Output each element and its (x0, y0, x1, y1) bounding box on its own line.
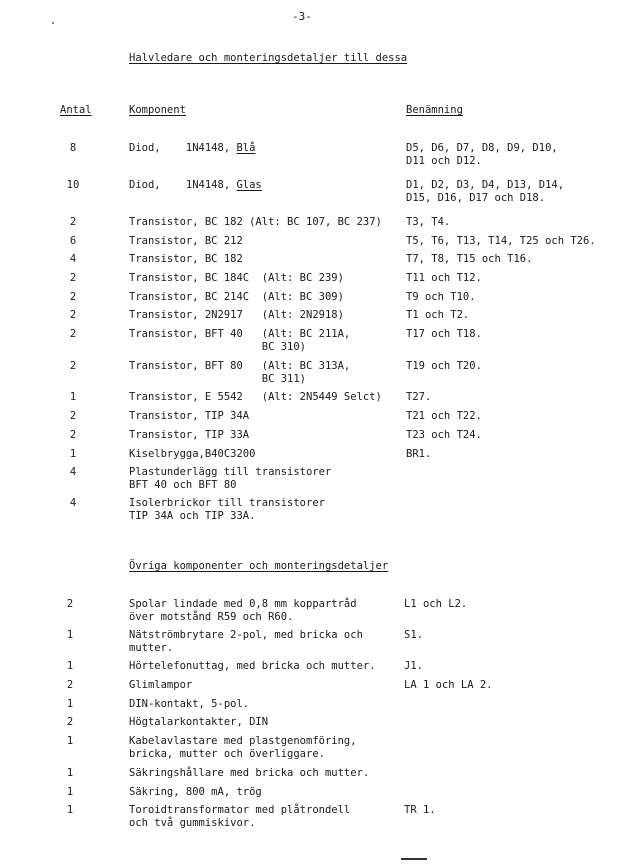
section2-title: Övriga komponenter och monteringsdetaljer (129, 560, 389, 572)
s1-row-qty: 2 (69, 216, 77, 228)
s2-row-component: Nätströmbrytare 2-pol, med bricka och mutter. (129, 629, 363, 654)
s1-row-qty: 2 (69, 309, 77, 321)
s1-row-qty: 8 (69, 142, 77, 154)
s1-row-component: Diod, 1N4148, Glas (129, 179, 262, 191)
s1-row-name: T27. (406, 391, 432, 403)
s2-row-qty: 1 (66, 804, 74, 816)
s1-row-component: Transistor, BC 182 (Alt: BC 107, BC 237) (129, 216, 382, 228)
s1-row-qty: 1 (69, 391, 77, 403)
s2-row-component: Säkringshållare med bricka och mutter. (129, 767, 370, 779)
header-name: Benämning (406, 104, 463, 116)
s2-row-component: Högtalarkontakter, DIN (129, 716, 269, 728)
s2-row-qty: 1 (66, 786, 74, 798)
s2-row-component: Glimlampor (129, 679, 193, 691)
s1-row-name: T17 och T18. (406, 328, 482, 340)
s1-row-name: T1 och T2. (406, 309, 470, 321)
s1-row-qty: 2 (69, 360, 77, 372)
section1-title: Halvledare och monteringsdetaljer till dessa (129, 52, 408, 64)
s2-row-qty: 1 (66, 735, 74, 747)
s1-row-name: BR1. (406, 448, 432, 460)
s1-row-component: Transistor, TIP 33A (129, 429, 250, 441)
s2-row-component: Säkring, 800 mA, trög (129, 786, 262, 798)
s1-row-component: Transistor, BC 182 (129, 253, 243, 265)
s2-row-name: LA 1 och LA 2. (404, 679, 493, 691)
s2-row-component: DIN-kontakt, 5-pol. (129, 698, 250, 710)
s1-row-component: Transistor, BC 214C (Alt: BC 309) (129, 291, 344, 303)
s1-row-qty: 1 (69, 448, 77, 460)
s1-row-component: Transistor, BFT 80 (Alt: BC 313A, BC 311) (129, 360, 351, 385)
s1-row-component: Transistor, TIP 34A (129, 410, 250, 422)
s1-row-qty: 2 (69, 272, 77, 284)
s1-row-qty: 4 (69, 253, 77, 265)
s1-row-qty: 10 (66, 179, 80, 191)
speck-mark (52, 22, 54, 24)
s2-row-name: J1. (404, 660, 423, 672)
s2-row-qty: 1 (66, 698, 74, 710)
s2-row-component: Hörtelefonuttag, med bricka och mutter. (129, 660, 376, 672)
s1-row-name: T3, T4. (406, 216, 451, 228)
s1-row-qty: 4 (69, 497, 77, 509)
s1-row-name: T9 och T10. (406, 291, 476, 303)
s1-row-qty: 2 (69, 410, 77, 422)
s2-row-qty: 2 (66, 679, 74, 691)
s1-row-name: T19 och T20. (406, 360, 482, 372)
s2-row-component: Kabelavlastare med plastgenomföring, bricka, mutter och överliggare. (129, 735, 357, 760)
s1-row-name: T7, T8, T15 och T16. (406, 253, 533, 265)
s1-row-name: T5, T6, T13, T14, T25 och T26. (406, 235, 596, 247)
s1-row-name: D1, D2, D3, D4, D13, D14, D15, D16, D17 och D18. (406, 179, 565, 204)
s2-row-qty: 2 (66, 598, 74, 610)
s1-row-name: T21 och T22. (406, 410, 482, 422)
s1-row-component: Plastunderlägg till transistorer BFT 40 och BFT 80 (129, 466, 332, 491)
s2-row-component: Spolar lindade med 0,8 mm koppartråd över motstånd R59 och R60. (129, 598, 357, 623)
s1-row-component: Isolerbrickor till transistorer TIP 34A och TIP 33A. (129, 497, 325, 522)
s2-row-qty: 1 (66, 767, 74, 779)
header-qty: Antal (60, 104, 92, 116)
s2-row-name: TR 1. (404, 804, 436, 816)
s1-row-component: Transistor, BC 212 (129, 235, 243, 247)
s1-row-component: Diod, 1N4148, Blå (129, 142, 256, 154)
s1-row-qty: 6 (69, 235, 77, 247)
s1-row-component: Kiselbrygga,B40C3200 (129, 448, 256, 460)
header-component: Komponent (129, 104, 186, 116)
s1-row-qty: 2 (69, 328, 77, 340)
s2-row-component: Toroidtransformator med plåtrondell och två gummiskivor. (129, 804, 351, 829)
s1-row-component: Transistor, E 5542 (Alt: 2N5449 Selct) (129, 391, 382, 403)
s2-row-qty: 1 (66, 660, 74, 672)
page-number: -3- (292, 10, 312, 23)
s1-row-component: Transistor, 2N2917 (Alt: 2N2918) (129, 309, 344, 321)
s2-row-qty: 1 (66, 629, 74, 641)
s1-row-qty: 2 (69, 429, 77, 441)
s1-row-name: T23 och T24. (406, 429, 482, 441)
s2-row-name: L1 och L2. (404, 598, 468, 610)
s2-row-qty: 2 (66, 716, 74, 728)
s1-row-qty: 2 (69, 291, 77, 303)
s1-row-qty: 4 (69, 466, 77, 478)
s2-row-name: S1. (404, 629, 423, 641)
s1-row-name: D5, D6, D7, D8, D9, D10, D11 och D12. (406, 142, 558, 167)
s1-row-component: Transistor, BC 184C (Alt: BC 239) (129, 272, 344, 284)
s1-row-component: Transistor, BFT 40 (Alt: BC 211A, BC 310) (129, 328, 351, 353)
s1-row-name: T11 och T12. (406, 272, 482, 284)
footer-dash (401, 858, 427, 860)
